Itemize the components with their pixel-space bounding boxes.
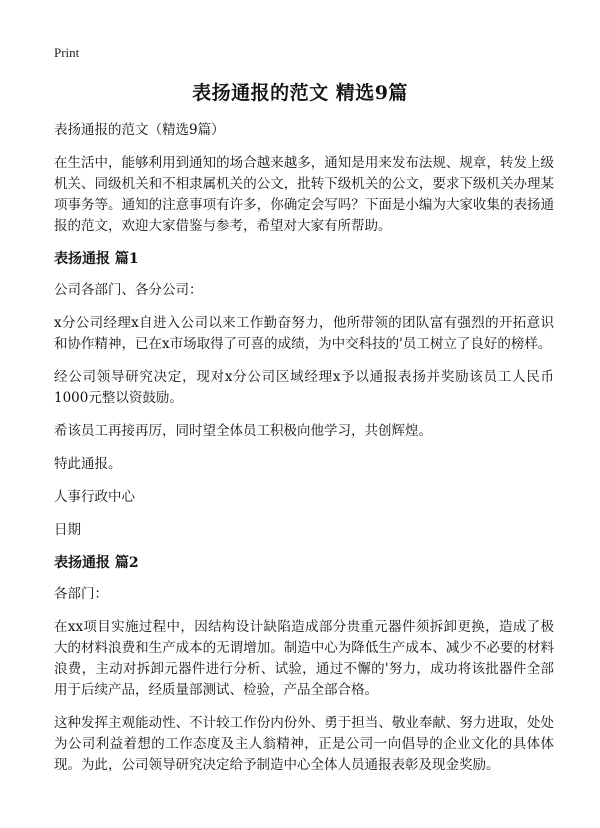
intro-paragraph: 在生活中，能够利用到通知的场合越来越多，通知是用来发布法规、规章，转发上级机关、同级机关和不相隶属机关的公文，批转下级机关的公文，要求下级机关办理某项事务等。通知的注意事项有许多，你确定会写吗？下面是小编为大家收集的表扬通报的范文，欢迎大家借鉴与参考，希望对大家有所帮助。 [54, 155, 554, 234]
document-subtitle: 表扬通报的范文（精选9篇） [54, 122, 225, 138]
document-title: 表扬通报的范文 精选9篇 [192, 82, 408, 104]
section-2 [54, 553, 554, 776]
paragraph: 公司各部门、各分公司： [54, 282, 203, 298]
section-heading: 表扬通报 篇2 [54, 555, 139, 571]
document-body [54, 120, 554, 788]
paragraph: 各部门： [54, 586, 108, 602]
paragraph: 人事行政中心 [54, 489, 135, 505]
section-1 [54, 249, 554, 541]
paragraph: 日期 [54, 522, 81, 538]
paragraph: 这种发挥主观能动性、不计较工作份内份外、勇于担当、敬业奉献、努力进取，处处为公司利益着想的工作态度及主人翁精神，正是公司一向倡导的企业文化的具体体现。为此，公司领导研究决定给予制造中心全体人员通报表彰及现金奖励。 [54, 715, 554, 773]
paragraph: 希该员工再接再厉，同时望全体员工积极向他学习，共创辉煌。 [54, 423, 432, 439]
section-heading: 表扬通报 篇1 [54, 251, 139, 267]
paragraph: x分公司经理x自进入公司以来工作勤奋努力，他所带领的团队富有强烈的开拓意识和协作精神，已在x市场取得了可喜的成绩，为中交科技的'员工树立了良好的榜样。 [54, 315, 554, 352]
paragraph: 在xx项目实施过程中，因结构设计缺陷造成部分贵重元器件须拆卸更换，造成了极大的材料浪费和生产成本的无谓增加。制造中心为降低生产成本、减少不必要的材料浪费，主动对拆卸元器件进行分析、试验，通过不懈的'努力，成功将该批器件全部用于后续产品，经质量部测试、检验，产品全部合格。 [54, 619, 554, 698]
print-link[interactable]: Print [54, 45, 80, 60]
paragraph: 经公司领导研究决定，现对x分公司区域经理x予以通报表扬并奖励该员工人民币1000元整以资鼓励。 [54, 369, 554, 406]
paragraph: 特此通报。 [54, 456, 122, 472]
